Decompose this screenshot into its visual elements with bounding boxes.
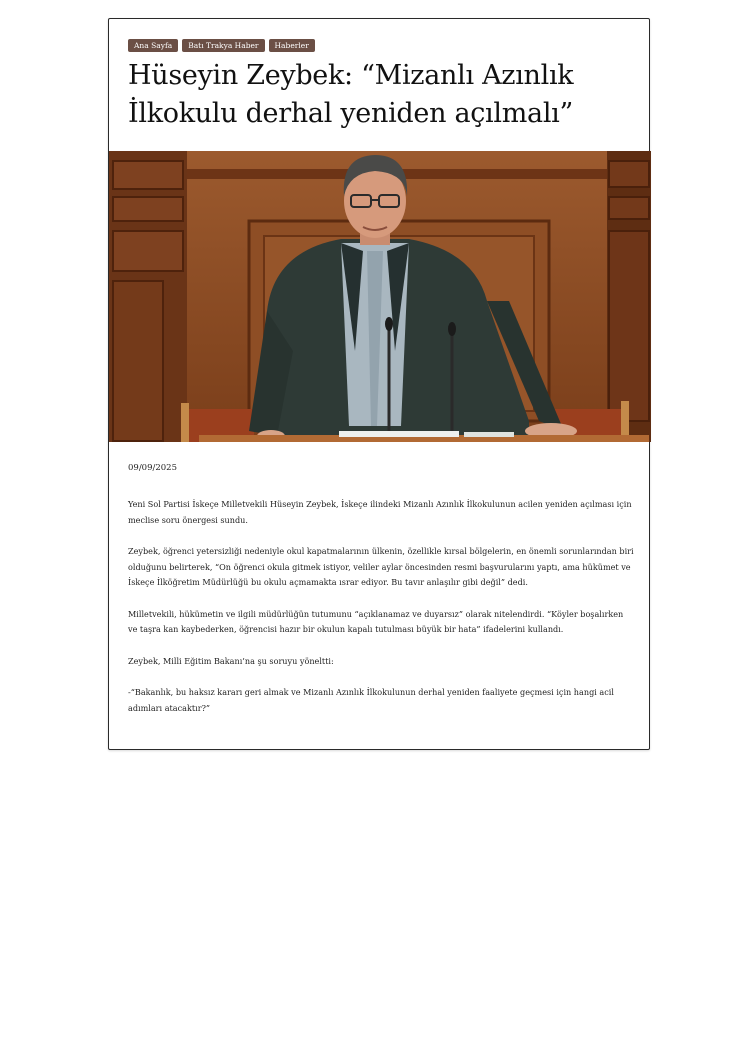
breadcrumb-haberler[interactable]: Haberler [269, 39, 315, 52]
article-card [108, 18, 650, 750]
paragraph: Milletvekili, hükümetin ve ilgili müdürlüğün tutumunu “açıklanamaz ve duyarsız” olarak nitelendirdi. “Köyler boşalırken ve taşra kan kaybederken, öğrencisi hazır bir okulun kapalı tutulması büyük bir hata” ifadelerini kullandı. [128, 608, 624, 634]
article-date: 09/09/2025 [128, 463, 177, 473]
paragraph: Zeybek, öğrenci yetersizliği nedeniyle okul kapatmalarının ülkenin, özellikle kırsal bölgelerin, en önemli sorunlarından biri olduğunu belirterek, “On öğrenci okula gitmek istiyor, veliler aylar öncesinden resmi başvurularını yaptı, ama hükümet ve İskeçe İlköğretim Müdürlüğü bu okulu açmamakta ısrar ediyor. Bu tavır anlaşılır gibi değil” dedi. [128, 546, 634, 587]
paragraph: -“Bakanlık, bu haksız kararı geri almak ve Mizanlı Azınlık İlkokulunun derhal yeniden faaliyete geçmesi için hangi acil adımları atacaktır?” [128, 687, 614, 713]
breadcrumb-bati-trakya-haber[interactable]: Batı Trakya Haber [182, 39, 264, 52]
article-body [128, 497, 634, 732]
breadcrumb [128, 39, 315, 52]
paragraph: Yeni Sol Partisi İskeçe Milletvekili Hüseyin Zeybek, İskeçe ilindeki Mizanlı Azınlık İlkokulunun acilen yeniden açılması için meclise soru önergesi sundu. [128, 499, 632, 525]
breadcrumb-home[interactable]: Ana Sayfa [128, 39, 178, 52]
paragraph: Zeybek, Milli Eğitim Bakanı’na şu soruyu yöneltti: [128, 655, 334, 666]
article-title: Hüseyin Zeybek: “Mizanlı Azınlık İlkokulu derhal yeniden açılmalı” [128, 60, 574, 129]
article-photo [109, 151, 651, 442]
